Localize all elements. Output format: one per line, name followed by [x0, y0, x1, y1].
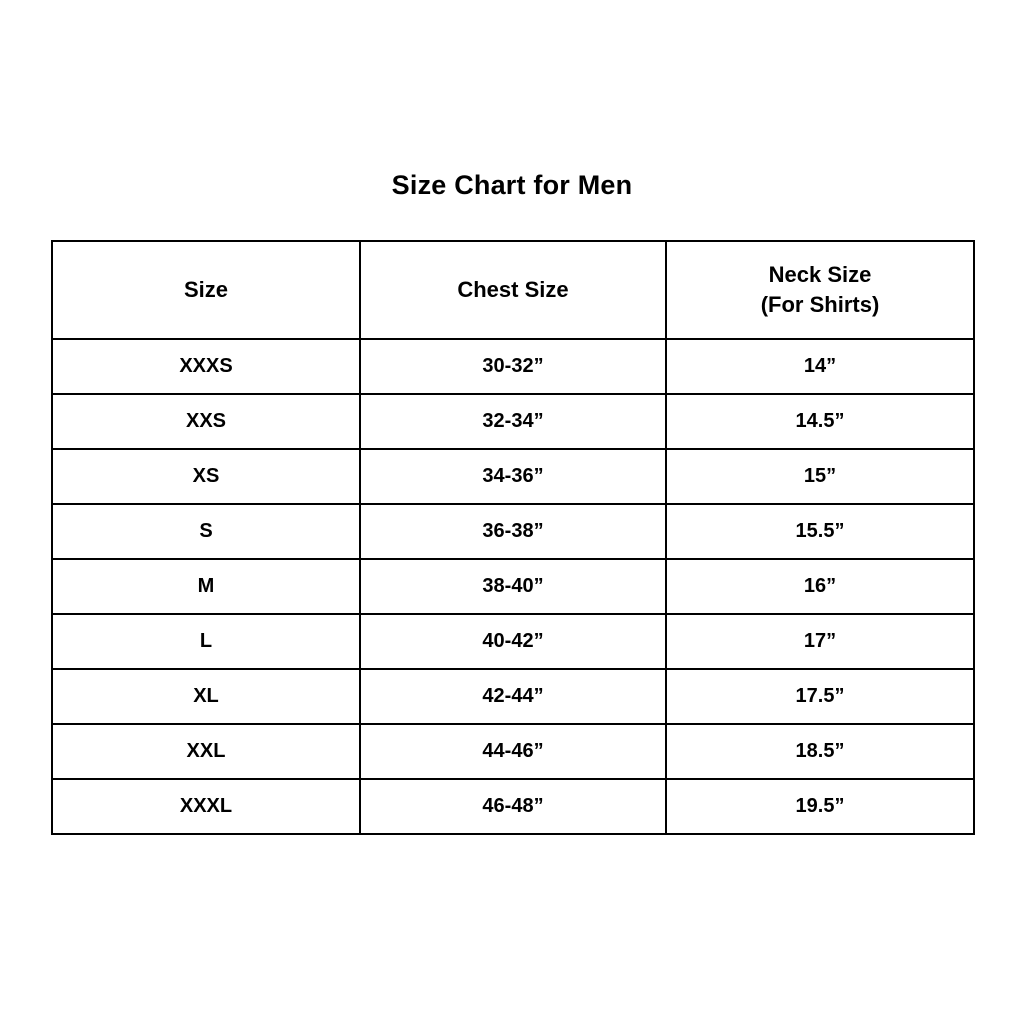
table-row	[52, 669, 974, 724]
size-chart-table	[51, 240, 975, 835]
cell-size: XXL	[52, 724, 360, 779]
size-chart-table-wrap	[51, 240, 973, 835]
cell-size: L	[52, 614, 360, 669]
cell-chest: 30-32”	[360, 339, 666, 394]
cell-size: XXXL	[52, 779, 360, 834]
cell-neck: 14”	[666, 339, 974, 394]
cell-size: M	[52, 559, 360, 614]
cell-neck: 17.5”	[666, 669, 974, 724]
cell-neck: 14.5”	[666, 394, 974, 449]
cell-neck: 16”	[666, 559, 974, 614]
cell-chest: 32-34”	[360, 394, 666, 449]
table-body	[52, 339, 974, 834]
table-header-row	[52, 241, 974, 339]
cell-chest: 42-44”	[360, 669, 666, 724]
column-header-chest	[360, 241, 666, 339]
table-row	[52, 724, 974, 779]
cell-chest: 44-46”	[360, 724, 666, 779]
cell-size: XXXS	[52, 339, 360, 394]
table-row	[52, 394, 974, 449]
cell-size: XL	[52, 669, 360, 724]
cell-size: S	[52, 504, 360, 559]
table-row	[52, 449, 974, 504]
cell-size: XXS	[52, 394, 360, 449]
cell-neck: 18.5”	[666, 724, 974, 779]
table-header	[52, 241, 974, 339]
table-row	[52, 614, 974, 669]
cell-chest: 36-38”	[360, 504, 666, 559]
column-header-size-label: Size	[183, 277, 229, 303]
column-header-chest-label: Chest Size	[457, 277, 569, 303]
column-header-neck	[666, 241, 974, 339]
cell-chest: 46-48”	[360, 779, 666, 834]
table-row	[52, 339, 974, 394]
cell-neck: 19.5”	[666, 779, 974, 834]
table-row	[52, 504, 974, 559]
cell-chest: 34-36”	[360, 449, 666, 504]
column-header-neck-label: Neck Size	[768, 262, 872, 288]
page-title: Size Chart for Men	[391, 170, 633, 200]
column-header-neck-sublabel: (For Shirts)	[760, 292, 880, 317]
table-row	[52, 779, 974, 834]
cell-size: XS	[52, 449, 360, 504]
cell-neck: 15.5”	[666, 504, 974, 559]
cell-chest: 38-40”	[360, 559, 666, 614]
cell-chest: 40-42”	[360, 614, 666, 669]
column-header-size	[52, 241, 360, 339]
cell-neck: 17”	[666, 614, 974, 669]
cell-neck: 15”	[666, 449, 974, 504]
table-row	[52, 559, 974, 614]
